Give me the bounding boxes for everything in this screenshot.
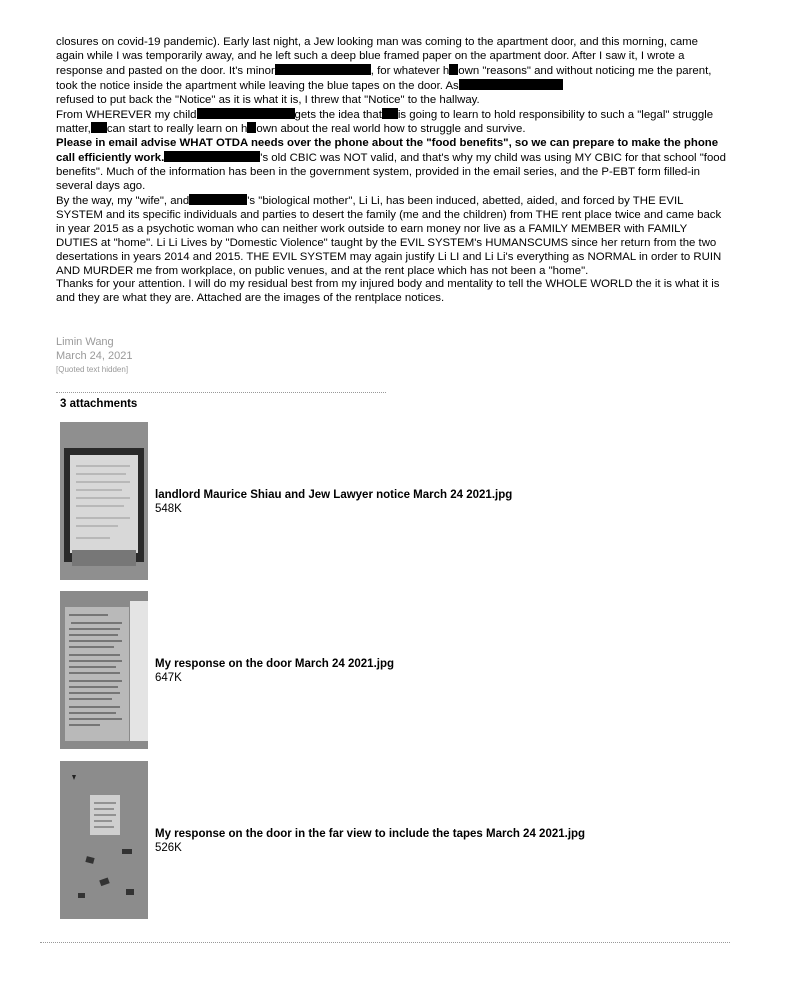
divider — [56, 392, 386, 393]
signature-block — [56, 335, 132, 377]
redaction — [197, 108, 295, 119]
attachments-count: 3 attachments — [60, 398, 138, 410]
redaction — [449, 64, 458, 75]
paragraph-4: By the way, my "wife", and 's "biological mother", Li Li, has been induced, abetted, aided, and forced by THE EVIL SYSTEM and its specific individuals and parties to desert the family (me and the children) from THE rent place twice and came back in year 2015 as a psychotic woman who can neither work outside to earn money nor live as a FAMILY MEMBER with FAMILY DUTIES at "home". Li Li Lives by "Domestic Violence" taught by the EVIL SYSTEM's HUMANSCUMS since her return from the two desertations in years 2014 and 2015. THE EVIL SYSTEM may again justify Li LI and Li Li's everything as NORMAL in order to RUIN AND MURDER me from workplace, on public venues, and at the rent place which has not been a "home". — [56, 194, 722, 277]
attachment-info — [155, 488, 512, 516]
redaction — [189, 194, 247, 205]
attachment-item[interactable] — [60, 422, 680, 580]
framed-notice-image — [60, 422, 148, 580]
quoted-text-toggle[interactable]: [Quoted text hidden] — [56, 365, 129, 374]
paragraph-1: closures on covid-19 pandemic). Early last night, a Jew looking man was coming to the apartment door, and this morning, came again while I was temporarily away, and he left such a deep blue framed paper on the apartment door. After I saw it, I wrote a response and pasted on the door. It's minor , for whatever h own "reasons" and without noticing me the parent, took the notice inside the apartment while leaving the blue tapes on the door. As refused to put back the "Notice" as it is what it is, I threw that "Notice" to the hallway. — [56, 36, 712, 106]
attachment-item[interactable] — [60, 761, 680, 919]
door-far-view-image — [60, 761, 148, 919]
attachment-info — [155, 827, 585, 855]
attachment-name[interactable]: My response on the door March 24 2021.jpg — [155, 658, 395, 670]
attachment-item[interactable] — [60, 591, 680, 749]
redaction — [91, 122, 107, 133]
redaction — [382, 108, 398, 119]
redaction — [275, 64, 371, 75]
redaction — [164, 151, 260, 162]
attachment-name[interactable]: My response on the door in the far view to include the tapes March 24 2021.jpg — [155, 828, 586, 840]
attachment-size: 526K — [155, 842, 182, 854]
paragraph-5: Thanks for your attention. I will do my residual best from my injured body and mentality to tell the WHOLE WORLD the it is what it is and they are what they are. Attached are the images of the rentplace notices. — [56, 278, 720, 305]
redaction — [459, 79, 563, 90]
paragraph-2: From WHEREVER my child gets the idea that is going to learn to hold responsibility to such a "legal" struggle matter, can start to really learn on h own about the real world how to struggle and survive. — [56, 108, 714, 136]
attachment-thumbnail[interactable] — [60, 591, 148, 749]
email-body — [56, 36, 728, 306]
signature-name: Limin Wang — [56, 336, 114, 348]
signature-date: March 24, 2021 — [56, 350, 133, 362]
attachment-size: 647K — [155, 672, 182, 684]
attachment-size: 548K — [155, 503, 182, 515]
attachment-name[interactable]: landlord Maurice Shiau and Jew Lawyer notice March 24 2021.jpg — [155, 489, 513, 501]
attachment-thumbnail[interactable] — [60, 761, 148, 919]
handwritten-note-image — [60, 591, 148, 749]
attachment-info — [155, 657, 394, 685]
attachment-thumbnail[interactable] — [60, 422, 148, 580]
divider — [40, 942, 730, 943]
paragraph-3: Please in email advise WHAT OTDA needs over the phone about the "food benefits", so we can prepare to make the phone call efficiently work. 's old CBIC was NOT valid, and that's why my child was using MY CBIC for that school "food benefits". Much of the information has been in the government system, provided in the email series, and the P-EBT form filled-in several days ago. — [56, 137, 726, 193]
